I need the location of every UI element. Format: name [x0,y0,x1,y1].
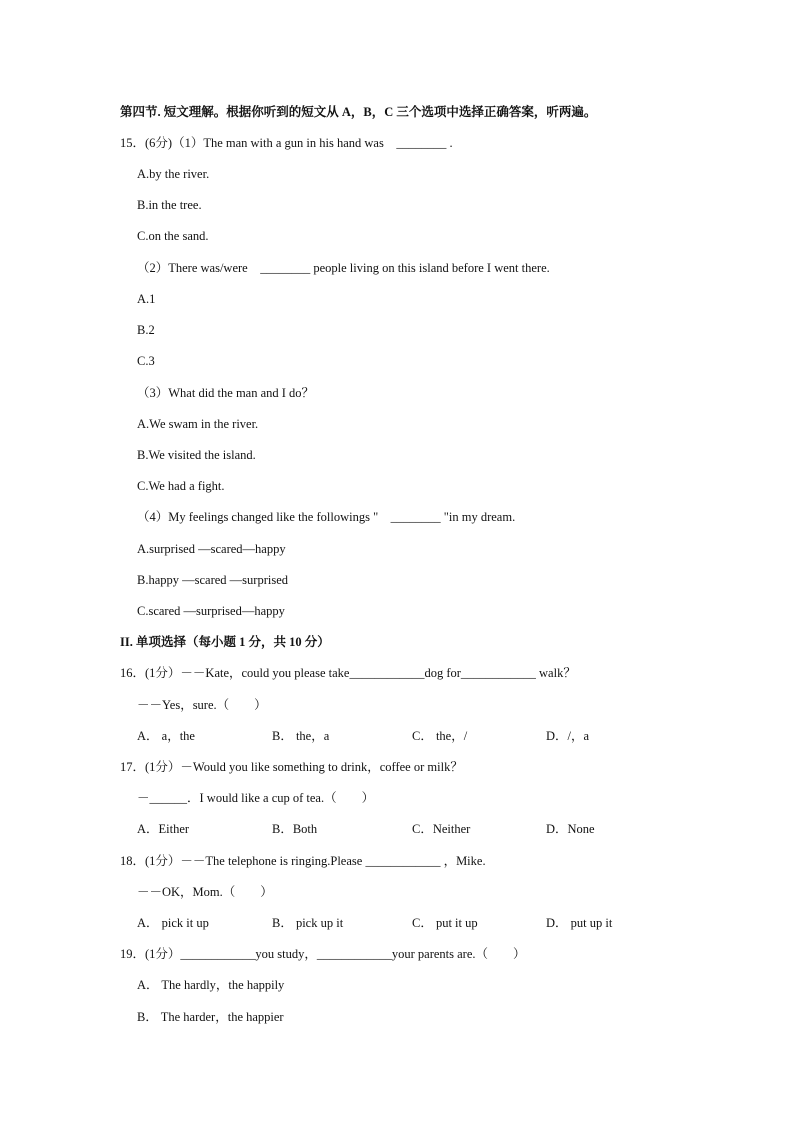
q15-p4-stem: （4）My feelings changed like the followings " ________ "in my dream. [137,510,516,524]
q16-option-c: C． the，/ [412,729,468,743]
q18-option-b: B． pick up it [272,916,344,930]
q15-p2-option-c: C.3 [137,354,155,368]
q17-option-c: C．Neither [412,822,471,836]
q15-p3-option-a: A.We swam in the river. [137,417,259,431]
q16-stem: 16．(1分）－－Kate，could you please take____________dog for____________ walk？ [120,666,576,680]
section4-heading: 第四节. 短文理解。根据你听到的短文从 A，B，C 三个选项中选择正确答案，听两遍。 [120,105,597,119]
q19-option-a: A． The hardly，the happily [137,978,285,992]
section2-heading: II. 单项选择（每小题 1 分，共 10 分） [120,635,330,649]
q18-option-c: C． put it up [412,916,478,930]
q15-p4-option-a: A.surprised —scared—happy [137,542,286,556]
q16-option-d: D．/，a [546,729,590,743]
q15-p1-option-a: A.by the river. [137,167,210,181]
q16-option-a: A． a，the [137,729,195,743]
q18-option-a: A． pick it up [137,916,209,930]
q19-stem: 19．(1分）____________you study，____________your parents are.（ ） [120,947,526,961]
q18-stem: 18．(1分）－－The telephone is ringing.Please ____________ ，Mike. [120,854,486,868]
q15-p1-option-b: B.in the tree. [137,198,202,212]
q17-answer-line: －______．I would like a cup of tea.（ ） [137,791,375,805]
q17-option-d: D．None [546,822,595,836]
q16-answer-line: －－Yes，sure.（ ） [137,698,267,712]
q18-answer-line: －－OK，Mom.（ ） [137,885,273,899]
q17-option-b: B．Both [272,822,318,836]
q15-p3-option-c: C.We had a fight. [137,479,225,493]
q17-stem: 17．(1分）－Would you like something to drink，coffee or milk？ [120,760,463,774]
q15-p2-stem: （2）There was/were ________ people living on this island before I went there. [137,261,550,275]
q15-p3-option-b: B.We visited the island. [137,448,256,462]
q15-stem: 15．(6分)（1）The man with a gun in his hand was ________ . [120,136,453,150]
q17-option-a: A．Either [137,822,190,836]
q15-p4-option-b: B.happy —scared —surprised [137,573,289,587]
q15-p1-option-c: C.on the sand. [137,229,209,243]
q15-p2-option-b: B.2 [137,323,155,337]
q15-p4-option-c: C.scared —surprised—happy [137,604,285,618]
q18-option-d: D． put up it [546,916,613,930]
q16-option-b: B． the，a [272,729,330,743]
q15-p3-stem: （3）What did the man and I do？ [137,386,315,400]
q19-option-b: B． The harder，the happier [137,1010,284,1024]
q15-p2-option-a: A.1 [137,292,156,306]
